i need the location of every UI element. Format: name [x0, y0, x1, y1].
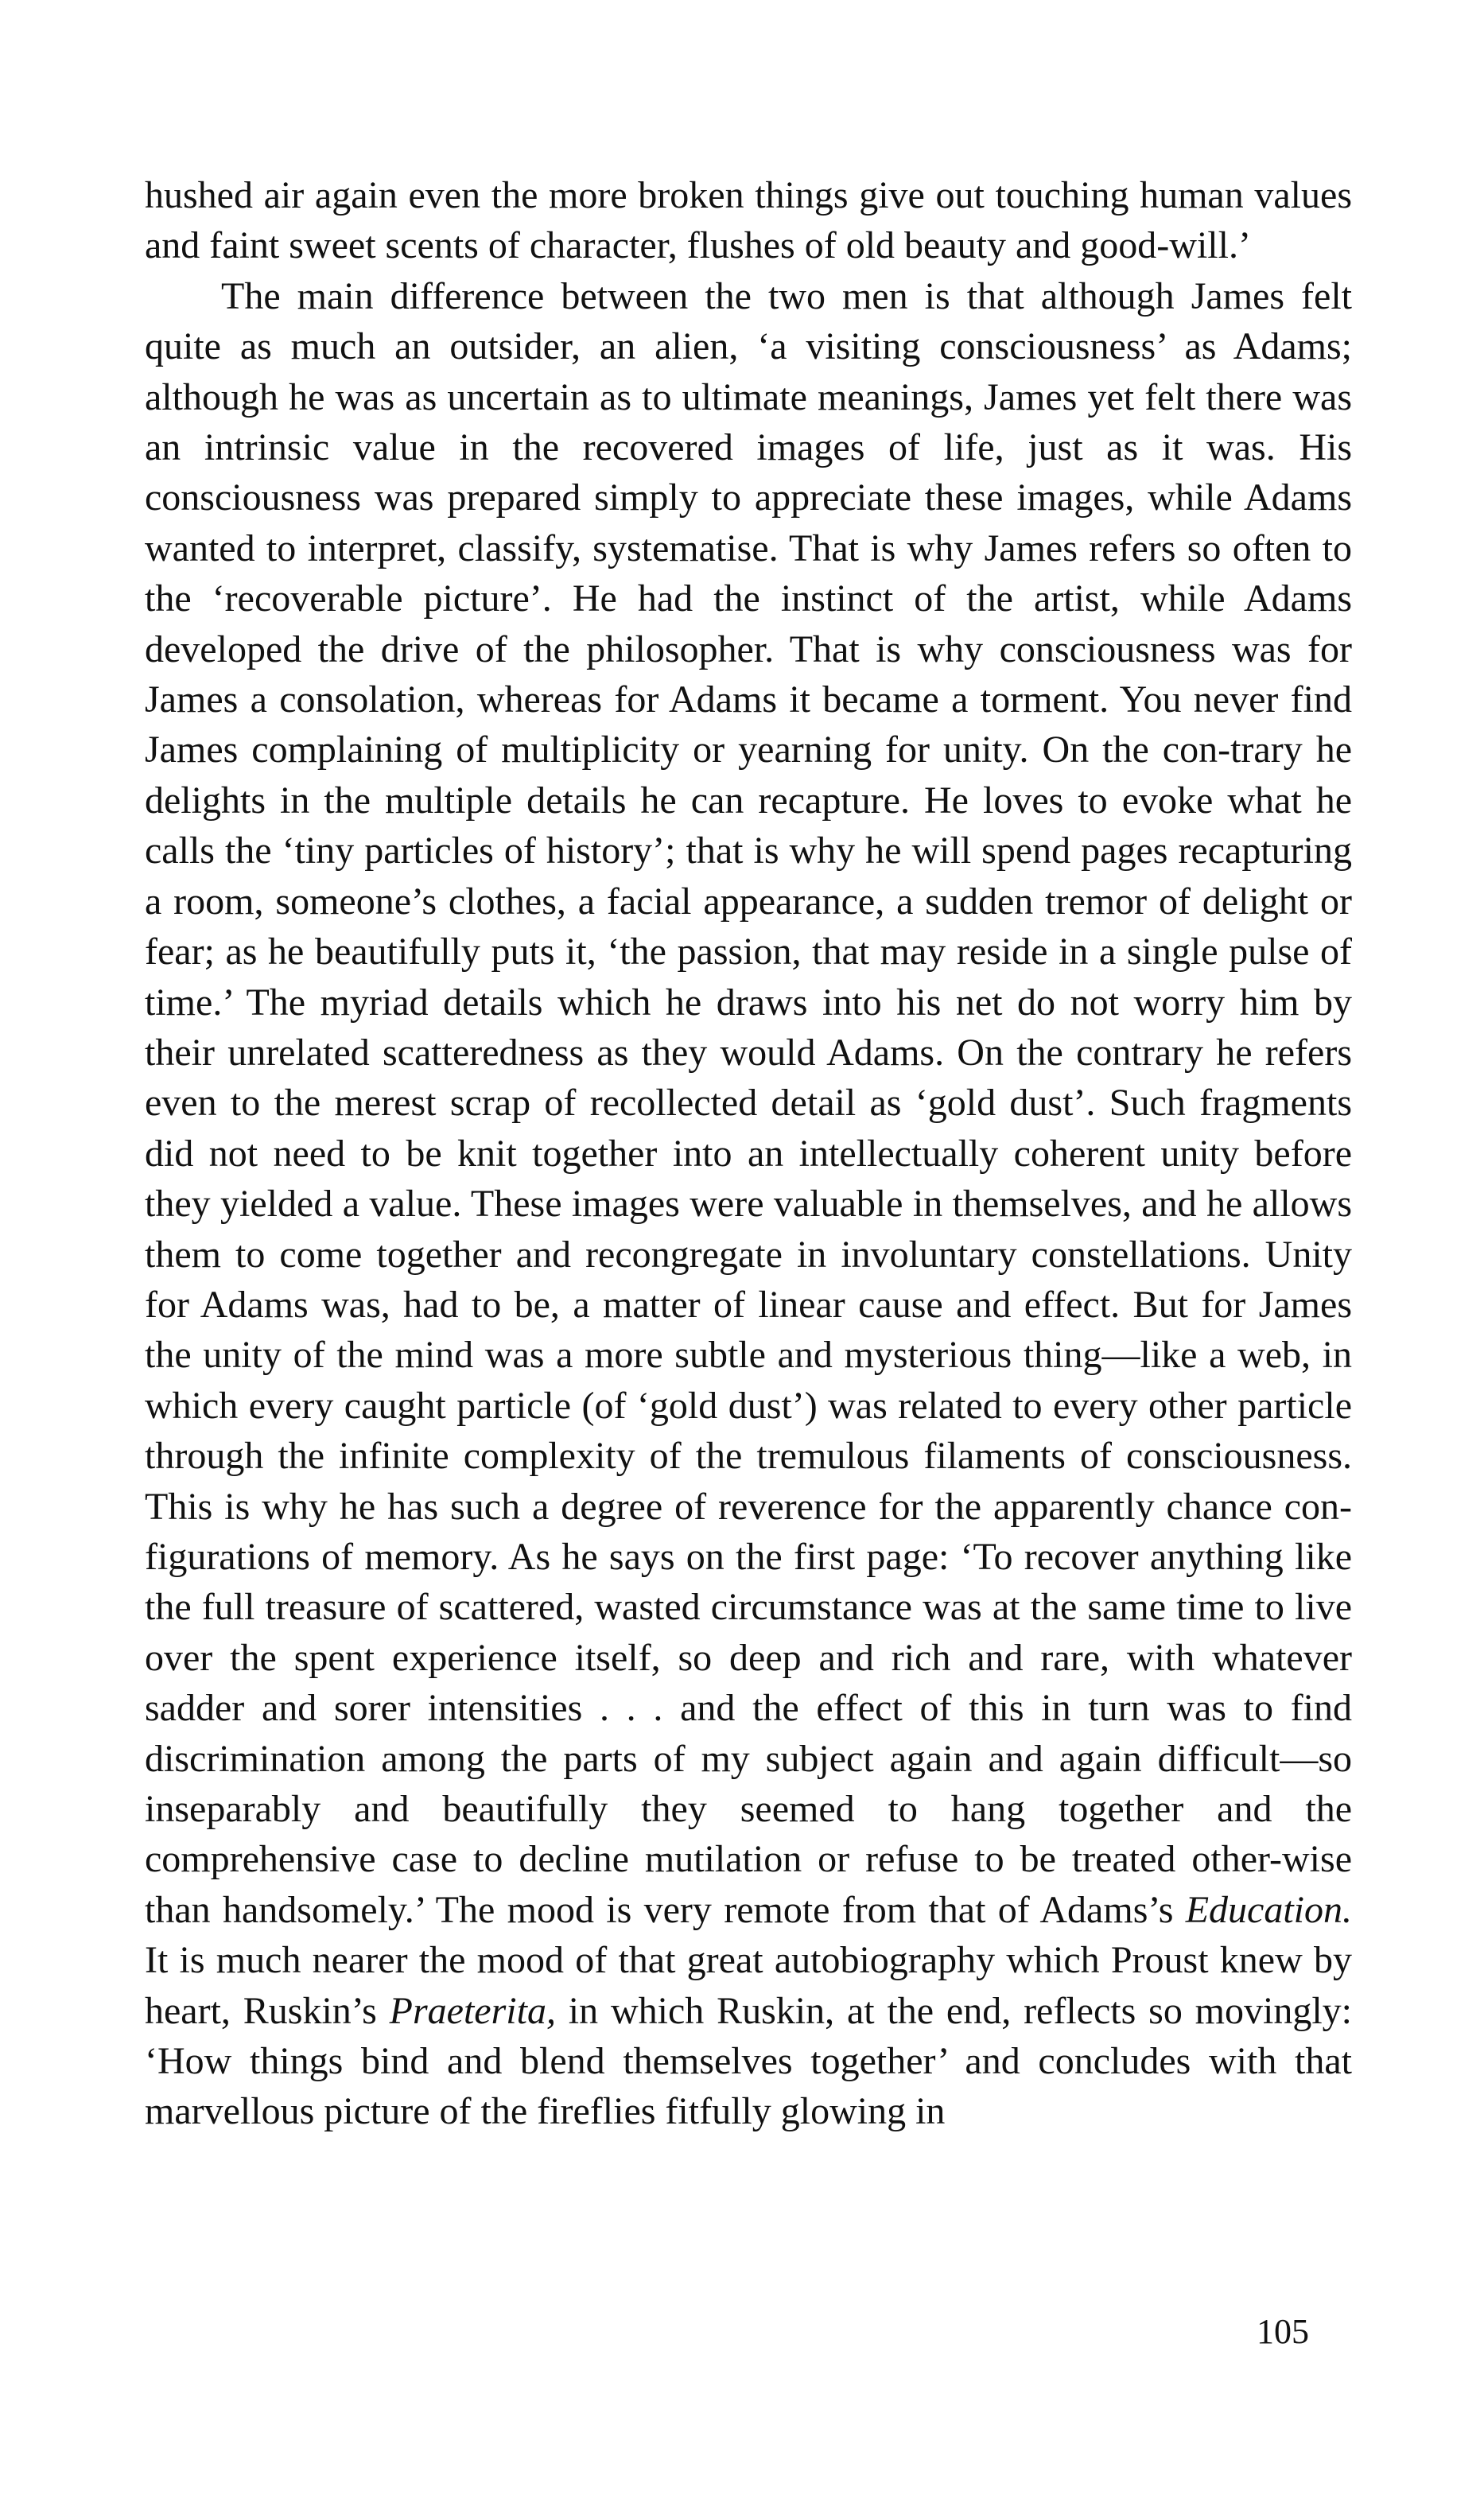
- body-text: [145, 170, 1352, 2137]
- paragraph-main: [145, 271, 1352, 2137]
- book-title-education: Education.: [1185, 1888, 1353, 1931]
- paragraph-continued: hushed air again even the more broken things give out touching human values and faint sweet scents of character, flushes of old beauty and good-will.’: [145, 174, 1352, 267]
- paragraph-main-text-1: The main difference between the two men is that although James felt quite as much an outsider, an alien, ‘a visiting consciousness’ as Adams; although he was as uncertain as to ultimate meanings, James yet felt there was an intrinsic value in the recovered images of life, just as it was. His consciousness was prepared simply to appreciate these images, while Adams wanted to interpret, classify, systematise. That is why James refers so often to the ‘recoverable picture’. He had the instinct of the artist, while Adams developed the drive of the philosopher. That is why consciousness was for James a consolation, whereas for Adams it became a torment. You never find James complaining of multiplicity or yearning for unity. On the con-trary he delights in the multiple details he can recapture. He loves to evoke what he calls the ‘tiny particles of history’; that is why he will spend pages recapturing a room, someone’s clothes, a facial appearance, a sudden tremor of delight or fear; as he beautifully puts it, ‘the passion, that may reside in a single pulse of time.’ The myriad details which he draws into his net do not worry him by their unrelated scatteredness as they would Adams. On the contrary he refers even to the merest scrap of recollected detail as ‘gold dust’. Such fragments did not need to be knit together into an intellectually coherent unity before they yielded a value. These images were valuable in themselves, and he allows them to come together and recongregate in involuntary constellations. Unity for Adams was, had to be, a matter of linear cause and effect. But for James the unity of the mind was a more subtle and mysterious thing—like a web, in which every caught particle (of ‘gold dust’) was related to every other particle through the infinite complexity of the tremulous filaments of consciousness. This is why he has such a degree of reverence for the apparently chance con-figurations of memory. As he says on the first page: ‘To recover anything like the full treasure of scattered, wasted circumstance was at the same time to live over the spent experience itself, so deep and rich and rare, with whatever sadder and sorer intensities . . . and the effect of this in turn was to find discrimination among the parts of my subject again and again difficult—so inseparably and beautifully they seemed to hang together and the comprehensive case to decline mutilation or refuse to be treated other-wise than handsomely.’ The mood is very remote from that of Adams’s: [145, 274, 1352, 1931]
- paragraph-main-text-2: It is much nearer the mood of that great autobiography which Proust knew by heart, Ruskin’s: [145, 1939, 1352, 2032]
- page-number: 105: [1257, 2312, 1309, 2351]
- book-title-praeterita: Praeterita,: [389, 1989, 556, 2032]
- paragraph-main-text-3: in which Ruskin, at the end, reflects so movingly: ‘How things bind and blend themselves together’ and concludes with that marvellous picture of the fireflies fitfully glowing in: [145, 1989, 1352, 2133]
